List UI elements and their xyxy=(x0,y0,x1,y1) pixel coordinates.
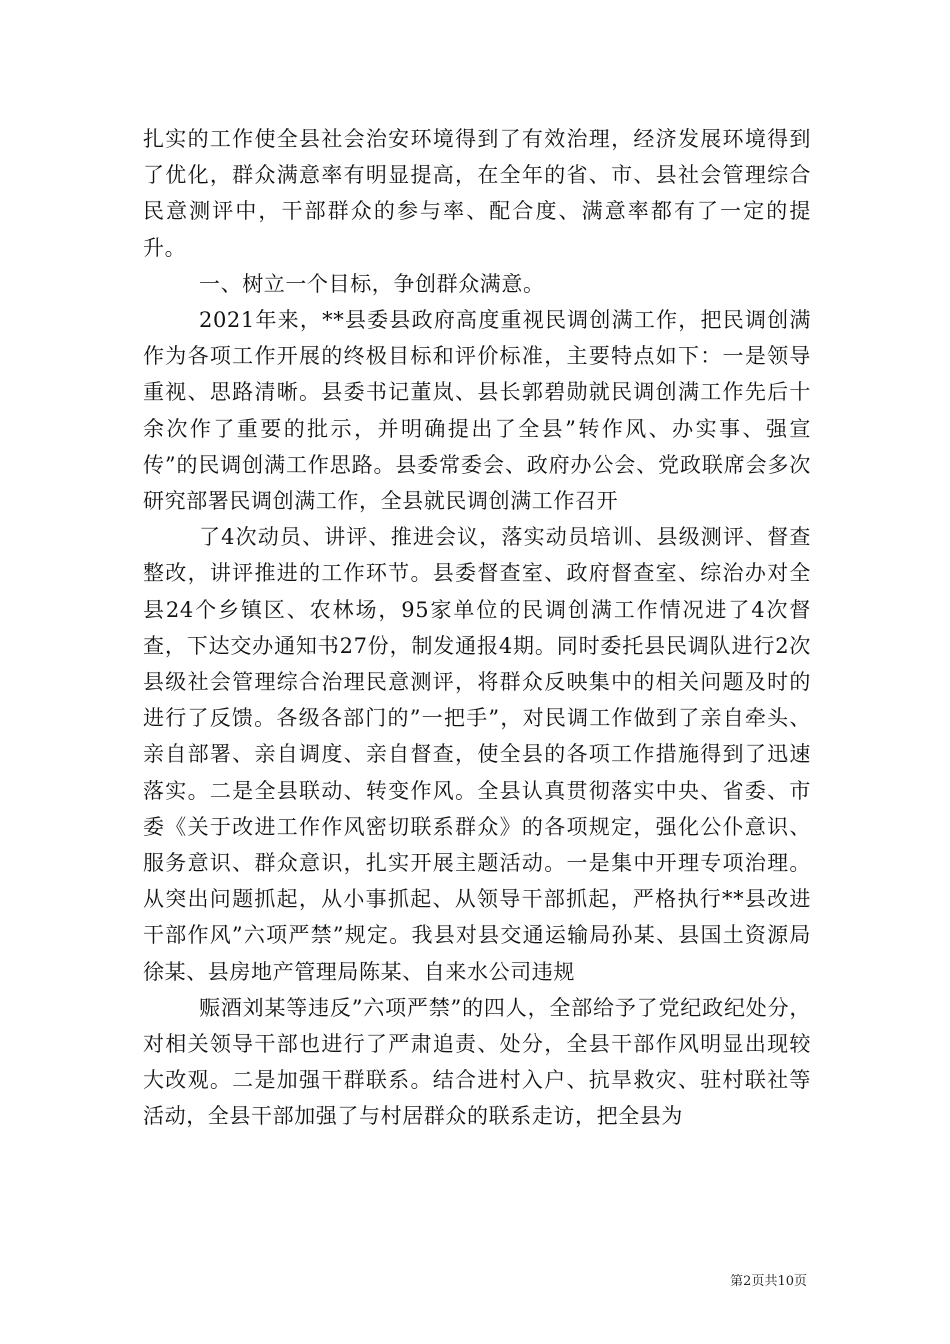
paragraph-continuation: 扎实的工作使全县社会治安环境得到了有效治理，经济发展环境得到了优化，群众满意率有明显提高，在全年的省、市、县社会管理综合民意测评中，干部群众的参与率、配合度、满意率都有了一定的提升。 xyxy=(143,127,811,260)
body-text xyxy=(143,121,811,1135)
page-number: 第2页共10页 xyxy=(730,1274,807,1289)
paragraph: 了4次动员、讲评、推进会议，落实动员培训、县级测评、督查整改，讲评推进的工作环节。县委督查室、政府督查室、综治办对全县24个乡镇区、农林场，95家单位的民调创满工作情况进了4次督查，下达交办通知书27份，制发通报4期。同时委托县民调队进行2次县级社会管理综合治理民意测评，将群众反映集中的相关问题及时的进行了反馈。各级各部门的”一把手”，对民调工作做到了亲自牵头、亲自部署、亲自调度、亲自督查，使全县的各项工作措施得到了迅速落实。二是全县联动、转变作风。全县认真贯彻落实中央、省委、市委《关于改进工作作风密切联系群众》的各项规定，强化公仆意识、服务意识、群众意识，扎实开展主题活动。一是集中开理专项治理。从突出问题抓起，从小事抓起、从领导干部抓起，严格执行**县改进干部作风”六项严禁”规定。我县对县交通运输局孙某、县国土资源局徐某、县房地产管理局陈某、自来水公司违规 xyxy=(143,525,811,984)
paragraph: 2021年来，**县委县政府高度重视民调创满工作，把民调创满作为各项工作开展的终极目标和评价标准，主要特点如下：一是领导重视、思路清晰。县委书记董岚、县长郭碧勋就民调创满工作先后十余次作了重要的批示，并明确提出了全县”转作风、办实事、强宣传”的民调创满工作思路。县委常委会、政府办公会、党政联席会多次研究部署民调创满工作，全县就民调创满工作召开 xyxy=(143,308,811,514)
paragraph: 赈酒刘某等违反”六项严禁”的四人，全部给予了党纪政纪处分，对相关领导干部也进行了严肃追责、处分，全县干部作风明显出现较大改观。二是加强干群联系。结合进村入户、抗旱救灾、驻村联社等活动，全县干部加强了与村居群众的联系走访，把全县为 xyxy=(143,995,811,1129)
section-heading: 一、树立一个目标，争创群众满意。 xyxy=(199,271,545,296)
